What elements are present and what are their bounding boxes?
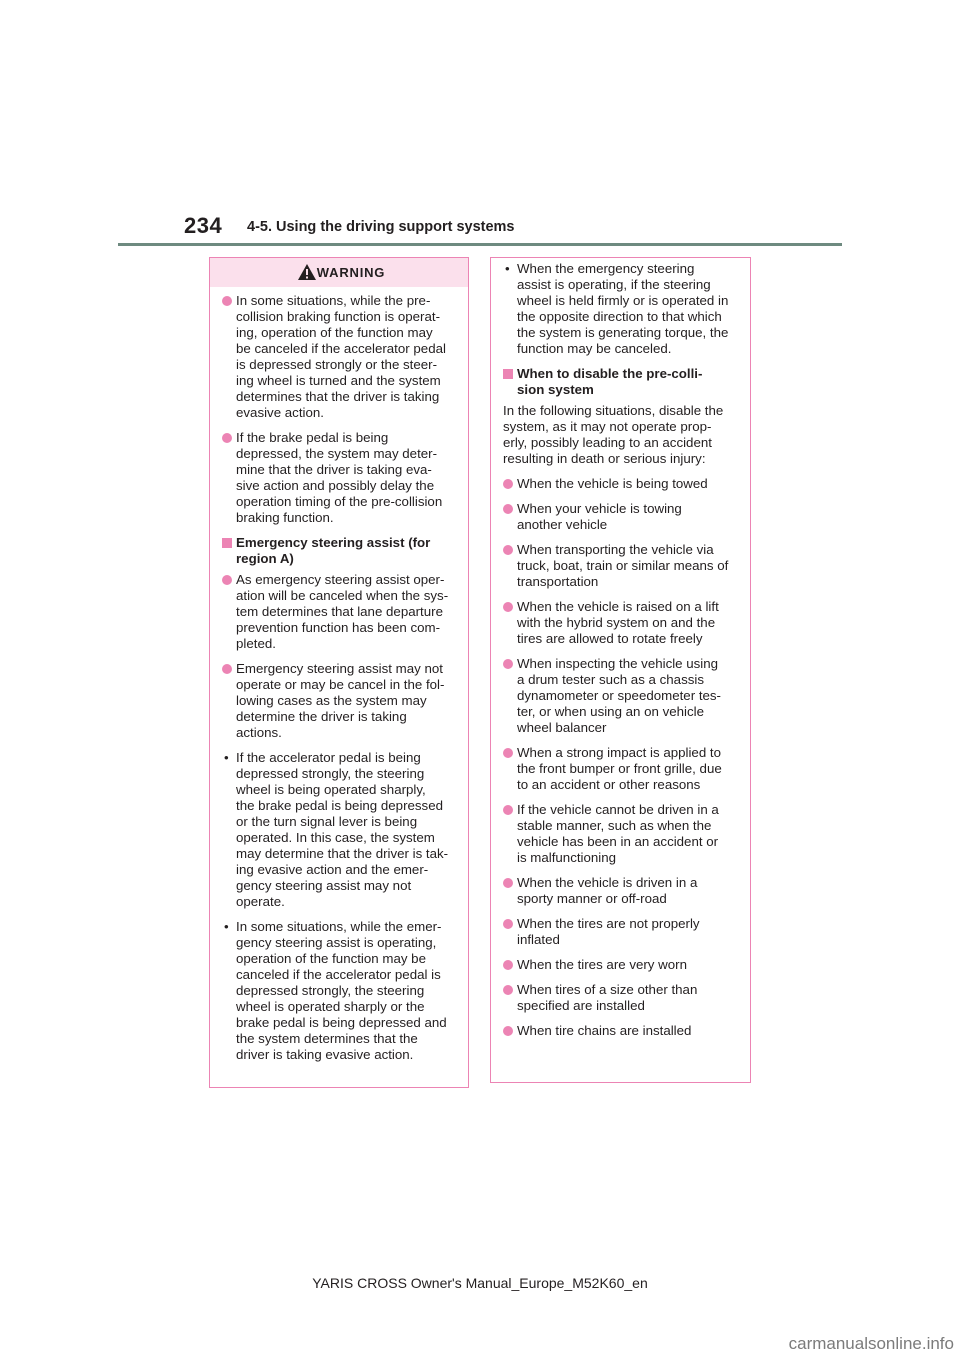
text-line: When to disable the pre-colli-: [517, 366, 703, 381]
text-line: canceled if the accelerator pedal is: [236, 967, 441, 982]
text-line: brake pedal is being depressed and: [236, 1015, 447, 1030]
text-line: sion system: [517, 382, 594, 397]
square-bullet-icon: [503, 369, 513, 379]
warning-box-right: [490, 257, 751, 1083]
text-line: a drum tester such as a chassis: [517, 672, 704, 687]
text-block: [517, 501, 738, 533]
text-line: vehicle has been in an accident or: [517, 834, 719, 849]
bullet-icon: [503, 504, 513, 514]
text-line: region A): [236, 551, 294, 566]
text-line: When the vehicle is being towed: [517, 476, 708, 491]
bullet-icon: [222, 296, 232, 306]
text-block: [517, 656, 738, 736]
text-block: [517, 916, 738, 948]
warning-title: WARNING: [316, 265, 386, 280]
text-block: [517, 599, 738, 647]
list-item: [503, 599, 738, 647]
text-line: In some situations, while the pre-: [236, 293, 431, 308]
list-item: [503, 982, 738, 1014]
text-line: In some situations, while the emer-: [236, 919, 442, 934]
text-line: function may be canceled.: [517, 341, 672, 356]
text-line: the front bumper or front grille, due: [517, 761, 722, 776]
text-line: assist is operating, if the steering: [517, 277, 711, 292]
list-item: [222, 572, 456, 652]
text-line: When the vehicle is raised on a lift: [517, 599, 719, 614]
footer-manual-name: YARIS CROSS Owner's Manual_Europe_M52K60_en: [312, 1275, 648, 1291]
dot-bullet-icon: •: [505, 261, 510, 276]
bullet-icon: [222, 664, 232, 674]
text-line: gency steering assist may not: [236, 878, 412, 893]
list-item: [503, 875, 738, 907]
text-line: may determine that the driver is tak-: [236, 846, 449, 861]
header-divider: [118, 243, 842, 246]
bullet-icon: [503, 602, 513, 612]
text-line: be canceled if the accelerator pedal: [236, 341, 446, 356]
text-line: When the vehicle is driven in a: [517, 875, 698, 890]
text-block: [236, 661, 456, 741]
text-line: the system determines that the: [236, 1031, 418, 1046]
text-line: determines that the driver is taking: [236, 389, 440, 404]
text-line: is malfunctioning: [517, 850, 617, 865]
bullet-icon: [503, 545, 513, 555]
bullet-icon: [503, 659, 513, 669]
text-line: operate.: [236, 894, 285, 909]
text-line: wheel is operated sharply or the: [236, 999, 425, 1014]
dot-bullet-icon: •: [224, 919, 229, 934]
text-block: [517, 542, 738, 590]
bullet-icon: [222, 575, 232, 585]
text-line: ing wheel is turned and the system: [236, 373, 441, 388]
text-line: prevention function has been com-: [236, 620, 441, 635]
text-line: depressed, the system may deter-: [236, 446, 438, 461]
bullet-icon: [503, 960, 513, 970]
bullet-icon: [503, 805, 513, 815]
text-block: [517, 1023, 738, 1039]
text-line: When the tires are very worn: [517, 957, 687, 972]
text-line: depressed strongly, the steering: [236, 983, 425, 998]
warning-header: [210, 258, 468, 287]
page-number: 234: [184, 213, 223, 238]
text-line: with the hybrid system on and the: [517, 615, 716, 630]
text-line: evasive action.: [236, 405, 324, 420]
text-line: ation will be canceled when the sys-: [236, 588, 449, 603]
list-item: [503, 476, 738, 492]
dot-bullet-icon: •: [224, 750, 229, 765]
text-line: lowing cases as the system may: [236, 693, 427, 708]
list-item: [222, 293, 456, 421]
text-line: pleted.: [236, 636, 276, 651]
text-line: ing evasive action and the emer-: [236, 862, 429, 877]
sub-item: [222, 919, 456, 1063]
text-line: tem determines that lane departure: [236, 604, 443, 619]
text-line: depressed strongly, the steering: [236, 766, 425, 781]
text-block: [517, 745, 738, 793]
warning-icon: [297, 263, 317, 281]
list-item: [222, 430, 456, 526]
text-line: actions.: [236, 725, 282, 740]
text-line: erly, possibly leading to an accident: [503, 435, 712, 450]
text-line: inflated: [517, 932, 560, 947]
list-item: [503, 957, 738, 973]
text-block: [236, 535, 456, 567]
text-line: When the tires are not properly: [517, 916, 700, 931]
warning-content-left: [210, 287, 468, 1063]
text-line: truck, boat, train or similar means of: [517, 558, 729, 573]
text-line: driver is taking evasive action.: [236, 1047, 414, 1062]
text-line: the opposite direction to that which: [517, 309, 722, 324]
text-block: [517, 261, 738, 357]
text-line: When transporting the vehicle via: [517, 542, 714, 557]
text-line: operate or may be cancel in the fol-: [236, 677, 445, 692]
text-block: [236, 293, 456, 421]
text-block: [517, 957, 738, 973]
text-line: When your vehicle is towing: [517, 501, 682, 516]
text-line: When tire chains are installed: [517, 1023, 692, 1038]
text-line: Emergency steering assist (for: [236, 535, 431, 550]
text-block: [517, 476, 738, 492]
subheading: [503, 366, 738, 398]
text-block: [517, 802, 738, 866]
text-line: braking function.: [236, 510, 334, 525]
text-line: wheel is being operated sharply,: [236, 782, 426, 797]
text-line: stable manner, such as when the: [517, 818, 712, 833]
text-line: mine that the driver is taking eva-: [236, 462, 432, 477]
text-line: resulting in death or serious injury:: [503, 451, 706, 466]
text-line: gency steering assist is operating,: [236, 935, 437, 950]
text-line: If the brake pedal is being: [236, 430, 389, 445]
list-item: [503, 501, 738, 533]
bullet-icon: [503, 479, 513, 489]
text-line: wheel balancer: [517, 720, 607, 735]
warning-box-left: [209, 257, 469, 1088]
sub-item: [222, 750, 456, 910]
sub-item: [503, 261, 738, 357]
text-line: another vehicle: [517, 517, 608, 532]
list-item: [503, 656, 738, 736]
text-block: [517, 366, 738, 398]
text-line: sive action and possibly delay the: [236, 478, 435, 493]
text-line: Emergency steering assist may not: [236, 661, 443, 676]
text-line: determine the driver is taking: [236, 709, 407, 724]
text-line: As emergency steering assist oper-: [236, 572, 445, 587]
text-line: When tires of a size other than: [517, 982, 698, 997]
text-line: When inspecting the vehicle using: [517, 656, 719, 671]
list-item: [503, 916, 738, 948]
text-line: or the turn signal lever is being: [236, 814, 418, 829]
text-line: sporty manner or off-road: [517, 891, 667, 906]
text-line: transportation: [517, 574, 599, 589]
text-line: specified are installed: [517, 998, 645, 1013]
bullet-icon: [503, 748, 513, 758]
text-line: ter, or when using an on vehicle: [517, 704, 705, 719]
text-line: When a strong impact is applied to: [517, 745, 721, 760]
text-line: collision braking function is operat-: [236, 309, 440, 324]
text-line: operation of the function may be: [236, 951, 426, 966]
text-line: system, as it may not operate prop-: [503, 419, 712, 434]
list-item: [503, 802, 738, 866]
text-line: wheel is held firmly or is operated in: [517, 293, 729, 308]
page-header: [0, 0, 960, 250]
text-line: dynamometer or speedometer tes-: [517, 688, 721, 703]
text-line: to an accident or other reasons: [517, 777, 701, 792]
text-block: [236, 750, 456, 910]
text-line: operated. In this case, the system: [236, 830, 435, 845]
section-title: 4-5. Using the driving support systems: [247, 219, 515, 235]
text-line: is depressed strongly or the steer-: [236, 357, 438, 372]
bullet-icon: [503, 878, 513, 888]
text-line: In the following situations, disable the: [503, 403, 724, 418]
bullet-icon: [503, 985, 513, 995]
paragraph: [503, 403, 738, 467]
text-line: ing, operation of the function may: [236, 325, 433, 340]
list-item: [503, 542, 738, 590]
text-block: [236, 430, 456, 526]
list-item: [222, 661, 456, 741]
text-block: [236, 919, 456, 1063]
text-block: [236, 572, 456, 652]
warning-content-right: [491, 258, 750, 1039]
watermark: carmanualsonline.info: [788, 1334, 954, 1353]
text-line: If the accelerator pedal is being: [236, 750, 421, 765]
bullet-icon: [222, 433, 232, 443]
subheading: [222, 535, 456, 567]
bullet-icon: [503, 919, 513, 929]
text-block: [503, 403, 738, 467]
square-bullet-icon: [222, 538, 232, 548]
list-item: [503, 1023, 738, 1039]
text-line: tires are allowed to rotate freely: [517, 631, 703, 646]
text-line: If the vehicle cannot be driven in a: [517, 802, 719, 817]
text-line: When the emergency steering: [517, 261, 695, 276]
text-line: the system is generating torque, the: [517, 325, 729, 340]
list-item: [503, 745, 738, 793]
text-block: [517, 875, 738, 907]
bullet-icon: [503, 1026, 513, 1036]
text-line: the brake pedal is being depressed: [236, 798, 443, 813]
text-line: operation timing of the pre-collision: [236, 494, 443, 509]
text-block: [517, 982, 738, 1014]
